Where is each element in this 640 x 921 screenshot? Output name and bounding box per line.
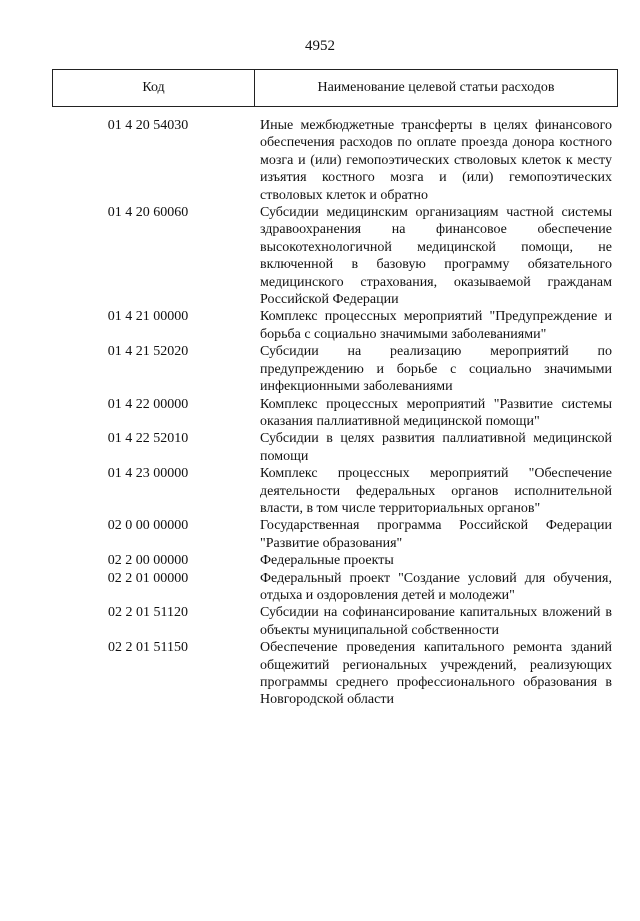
table-row	[52, 204, 618, 308]
table-row	[52, 308, 618, 343]
row-name: Федеральные проекты	[260, 553, 394, 569]
row-code: 01 4 20 54030	[107, 118, 189, 133]
row-code: 02 2 01 00000	[107, 570, 189, 586]
row-code: 01 4 22 52010	[107, 431, 189, 447]
row-name: Комплекс процессных мероприятий "Предупреждение и борьба с социально значимыми заболеваниями"	[260, 309, 612, 342]
row-code: 02 2 00 00000	[107, 553, 189, 569]
table-row	[52, 570, 618, 605]
row-name: Государственная программа Российской Федерации "Развитие образования"	[260, 518, 612, 551]
table-row	[52, 639, 618, 709]
row-name: Федеральный проект "Создание условий для обучения, отдыха и оздоровления детей и молодежи"	[260, 570, 612, 603]
row-code: 01 4 21 00000	[107, 309, 189, 325]
row-name: Комплекс процессных мероприятий "Развитие системы оказания паллиативной медицинской помощи"	[260, 396, 612, 429]
row-name: Субсидии на софинансирование капитальных вложений в объекты муниципальной собственности	[260, 605, 612, 638]
table-row	[52, 117, 618, 204]
header-code: Код	[53, 70, 255, 106]
row-code: 01 4 20 60060	[107, 205, 189, 221]
row-code: 01 4 21 52020	[107, 344, 189, 360]
table-row	[52, 396, 618, 431]
table-row	[52, 343, 618, 395]
row-name: Иные межбюджетные трансферты в целях финансового обеспечения расходов по оплате проезда донора костного мозга и (или) гемопоэтических стволовых клеток к месту изъятия костного мозга и (или) гемопоэтических стволовых клеток и обратно	[260, 118, 612, 203]
table-row	[52, 517, 618, 552]
row-code: 02 2 01 51120	[108, 605, 188, 621]
row-name: Субсидии в целях развития паллиативной медицинской помощи	[260, 431, 612, 464]
page-number: 4952	[305, 38, 335, 54]
table-row	[52, 552, 618, 569]
row-code: 02 0 00 00000	[107, 518, 189, 534]
table-body	[52, 117, 618, 709]
table-header	[52, 69, 618, 107]
row-name: Комплекс процессных мероприятий "Обеспечение деятельности федеральных органов исполнительной власти, в том числе территориальных органов"	[260, 466, 612, 516]
table-row	[52, 465, 618, 517]
row-code: 01 4 22 00000	[107, 396, 189, 412]
header-name: Наименование целевой статьи расходов	[317, 80, 555, 95]
row-code: 02 2 01 51150	[108, 640, 188, 656]
row-name: Субсидии медицинским организациям частной системы здравоохранения на финансовое обеспечение высокотехнологичной медицинской помощи, не включенной в базовую программу обязательного медицинского страхования, оказываемой гражданам Российской Федерации	[260, 205, 612, 308]
row-name: Обеспечение проведения капитального ремонта зданий общежитий региональных учреждений, реализующих программы среднего профессионального образования в Новгородской области	[260, 640, 612, 708]
table-row	[52, 604, 618, 639]
table-row	[52, 430, 618, 465]
row-name: Субсидии на реализацию мероприятий по предупреждению и борьбе с социально значимыми инфекционными заболеваниями	[260, 344, 612, 395]
row-code: 01 4 23 00000	[107, 466, 189, 482]
